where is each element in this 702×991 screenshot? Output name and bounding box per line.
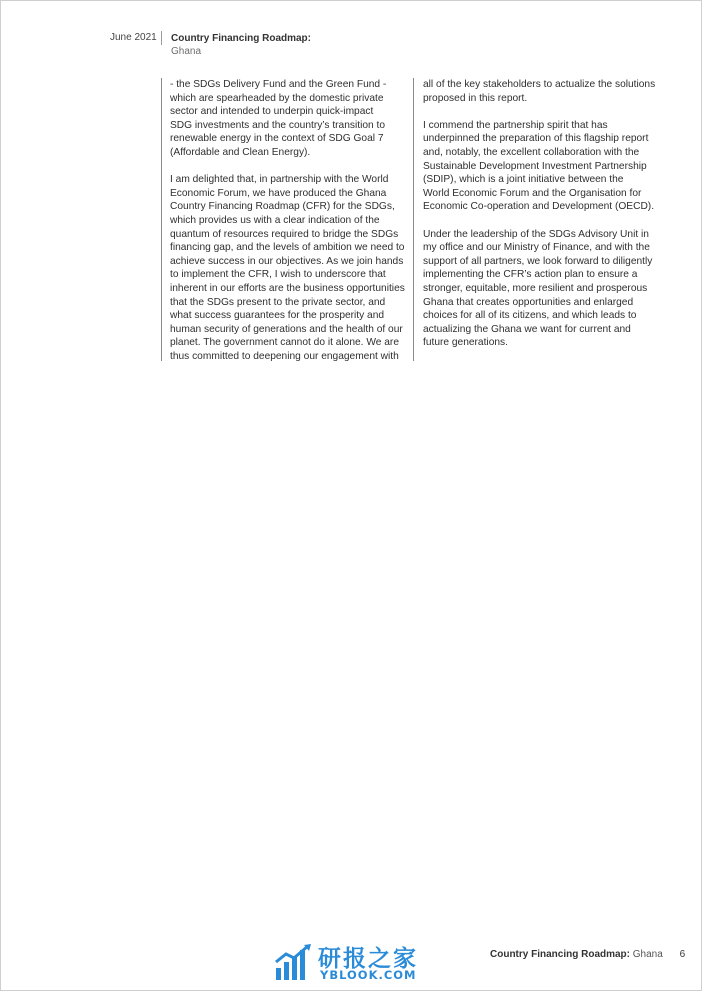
watermark-logo [274,940,434,986]
bar-chart-logo-icon [274,944,314,982]
footer-title: Country Financing Roadmap: [490,949,630,960]
header-title-block [171,32,311,58]
page-number: 6 [679,949,686,960]
paragraph: Under the leadership of the SDGs Advisory Unit in my office and our Ministry of Finance, and with the support of all partners, we look forward to diligently implementing the CFR’s action plan to ensure a stronger, equitable, more resilient and prosperous Ghana that creates opportunities and enlarged choices for all of its citizens, and which leads to actualizing the Ghana we want for current and future generations. [423,228,653,349]
watermark-name-en: YBLOOK.COM [320,968,417,982]
left-column [170,78,410,363]
header-subtitle: Ghana [171,46,202,57]
watermark-name-cn: 研报之家 [318,946,418,972]
paragraph: - the SDGs Delivery Fund and the Green Fund - which are spearheaded by the domestic private sector and intended to underpin quick-impact SDG investments and the country’s transition to renewable energy in the context of SDG Goal 7 (Affordable and Clean Energy). [170,79,387,158]
paragraph: I commend the partnership spirit that has underpinned the preparation of this flagship report and, notably, the excellent collaboration with the Sustainable Development Investment Partnership (SDIP), which is a joint initiative between the World Economic Forum and the Organisation for Economic Co-operation and Development (OECD). [423,119,655,213]
paragraph: all of the key stakeholders to actualize the solutions proposed in this report. [423,79,656,104]
paragraph: I am delighted that, in partnership with the World Economic Forum, we have produced the Ghana Country Financing Roadmap (CFR) for the SDGs, which provides us with a clear indication of the quantum of resources required to bridge the SDGs financing gap, and the levels of ambition we need to achieve success in our objectives. As we join hands to implement the CFR, I wish to underscore that inherent in our efforts are the business opportunities that the SDGs present to the private sector, and what success guarantees for the prosperity and human security of generations and the health of our planet. The government cannot do it alone. We are thus committed to deepening our engagement with [170,174,405,362]
right-column [423,78,663,350]
header-date: June 2021 [110,32,157,43]
footer [490,949,685,960]
header-title: Country Financing Roadmap: [171,33,311,44]
left-column-rule [161,78,162,361]
footer-subtitle: Ghana [632,949,663,960]
right-column-rule [413,78,414,361]
header-divider [161,31,162,45]
